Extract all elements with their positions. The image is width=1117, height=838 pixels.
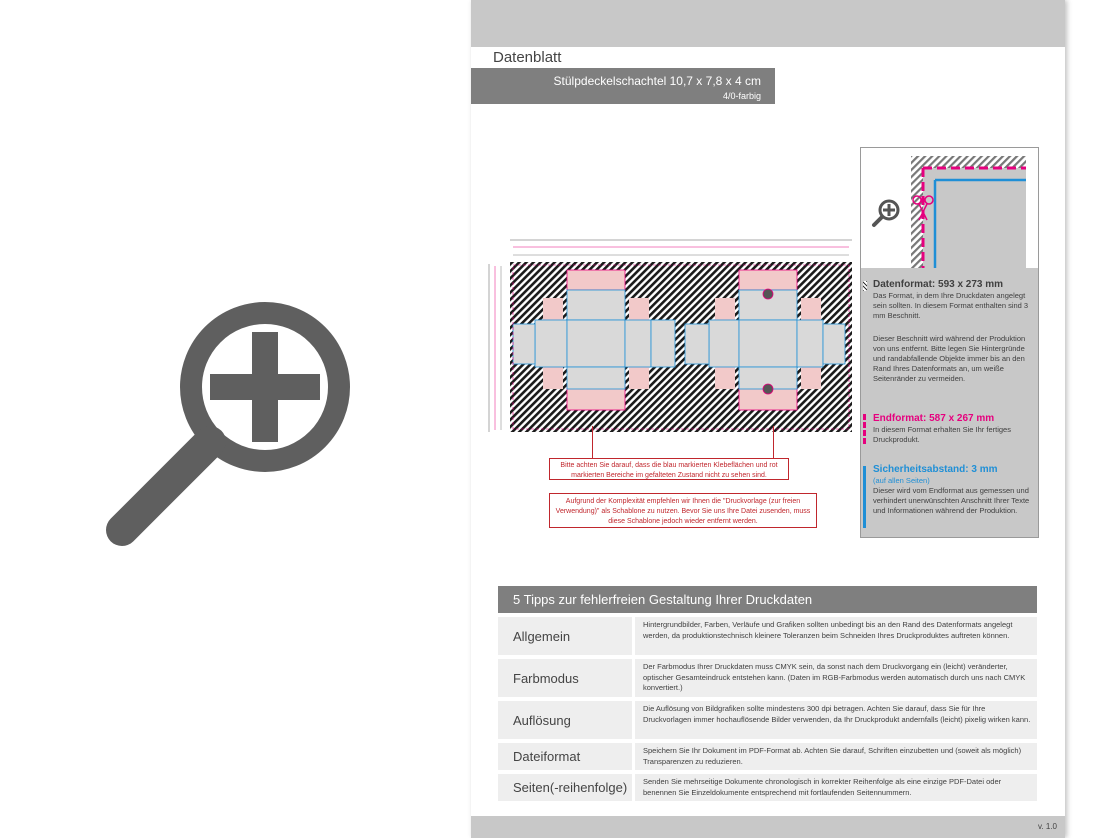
tip-name: Auflösung: [498, 701, 632, 739]
tip-name: Farbmodus: [498, 659, 632, 697]
tip-name: Dateiformat: [498, 743, 632, 770]
end-format-title: Endformat: 587 x 267 mm: [873, 413, 995, 424]
safety-title: Sicherheitsabstand: 3 mm: [873, 464, 998, 475]
note-connector-left: [592, 426, 593, 458]
end-format-marker: [863, 414, 866, 444]
page-footer: [471, 816, 1065, 838]
magnifier-plus-icon: [874, 201, 898, 225]
page-title: Datenblatt: [471, 47, 590, 68]
trim-section: [873, 334, 1035, 384]
product-bar: [471, 68, 775, 104]
end-format-text: In diesem Format erhalten Sie Ihr fertiges Druckprodukt.: [873, 425, 1011, 444]
tip-row-color-mode: [498, 659, 1037, 697]
safety-marker: [863, 466, 866, 528]
tip-row-page-order: [498, 774, 1037, 801]
tip-text: Die Auflösung von Bildgrafiken sollte mindestens 300 dpi betragen. Achten Sie darauf, dass Sie für Ihre Druckvorlagen immer hochauflösende Bilder verwenden, da Ihr Druckprodukt andernfalls (leicht) pixelig wirken kann.: [635, 701, 1037, 739]
end-format-section: [873, 413, 1035, 445]
data-format-section: [873, 279, 1035, 321]
tips-table: [498, 586, 1037, 801]
zoom-in-icon[interactable]: [100, 292, 360, 552]
tip-name: Seiten(-reihenfolge): [498, 774, 632, 801]
tip-text: Der Farbmodus Ihrer Druckdaten muss CMYK sein, da sonst nach dem Druckvorgang ein (leicht) veränderter, optischer Gesamteindruck entstehen kann. (Daten im RGB-Farbmodus werden automatisch durch uns nach CMYK konvertiert.): [635, 659, 1037, 697]
glue-area-note: Bitte achten Sie darauf, dass die blau markierten Klebeflächen und rot markierten Bereiche im gefalteten Zustand nicht zu sehen sind.: [549, 458, 789, 480]
trim-text: Dieser Beschnitt wird während der Produktion von uns entfernt. Bitte legen Sie Hintergründe und randabfallende Objekte immer bis an den Rand Ihres Datenformats an, um weiße Seitenränder zu vermeiden.: [873, 334, 1026, 383]
product-name: Stülpdeckelschachtel 10,7 x 7,8 x 4 cm: [553, 74, 761, 88]
safety-subtitle: (auf allen Seiten): [873, 476, 930, 485]
data-format-title: Datenformat: 593 x 273 mm: [873, 279, 1004, 290]
dieline-diagram: [477, 232, 857, 432]
data-format-text: Das Format, in dem Ihre Druckdaten angelegt sein sollten. In diesem Format enthalten sind 3 mm Beschnitt.: [873, 291, 1029, 320]
header-band: [471, 0, 1065, 47]
datasheet-page: [471, 0, 1065, 838]
tip-text: Hintergrundbilder, Farben, Verläufe und Grafiken sollten unbedingt bis an den Rand des Datenformats angelegt werden, da produktionstechnisch kleinere Toleranzen beim Schneiden Ihres Druckproduktes auftreten können.: [635, 617, 1037, 655]
legend-zoom-detail: [861, 148, 1038, 268]
safety-text: Dieser wird vom Endformat aus gemessen und verhindert unerwünschten Anschnitt Ihrer Texte und Informationen während der Produktion.: [873, 486, 1030, 515]
corner-detail-graphic: [861, 148, 1038, 268]
tip-text: Speichern Sie Ihr Dokument im PDF-Format ab. Achten Sie darauf, Schriften einzubetten und (soweit als möglich) Transparenzen zu reduzieren.: [635, 743, 1037, 770]
tips-heading: 5 Tipps zur fehlerfreien Gestaltung Ihrer Druckdaten: [498, 586, 1037, 613]
tip-name: Allgemein: [498, 617, 632, 655]
color-mode: 4/0-farbig: [722, 91, 761, 101]
data-format-marker: [863, 281, 867, 291]
tip-row-resolution: [498, 701, 1037, 739]
tip-row-file-format: [498, 743, 1037, 770]
tip-text: Senden Sie mehrseitige Dokumente chronologisch in korrekter Reihenfolge als eine einzige PDF-Datei oder benennen Sie Einzeldokumente entsprechend mit fortlaufenden Seitennummern.: [635, 774, 1037, 801]
tip-row-general: [498, 617, 1037, 655]
safety-section: [873, 464, 1035, 516]
format-legend: [860, 147, 1039, 538]
note-connector-right: [773, 426, 774, 458]
template-note: Aufgrund der Komplexität empfehlen wir Ihnen die "Druckvorlage (zur freien Verwendung)" als Schablone zu nutzen. Bevor Sie uns Ihre Datei zusenden, muss diese Schablone jedoch wieder entfernt werden.: [549, 493, 817, 528]
version-label: v. 1.0: [1038, 822, 1057, 831]
